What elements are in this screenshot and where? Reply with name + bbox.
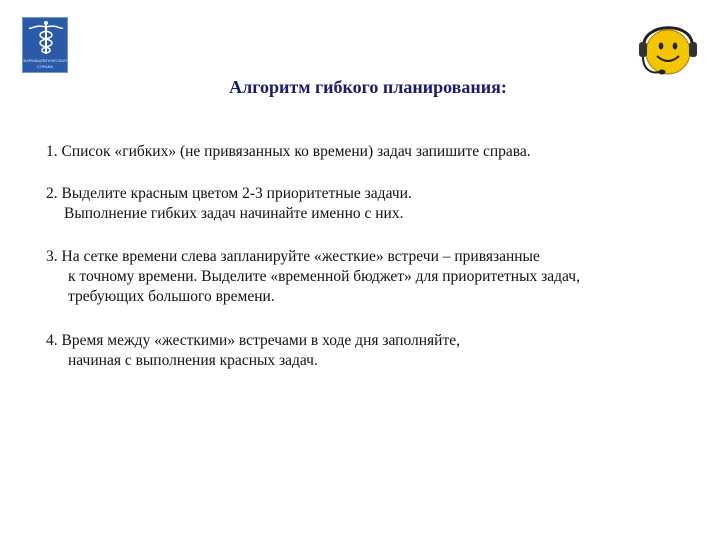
- pharmacy-logo: [22, 17, 68, 73]
- smiley-headset-icon: [630, 10, 706, 84]
- logo-text-line2: СПРАВА: [36, 64, 54, 69]
- step-1-line-1: 1. Список «гибких» (не привязанных ко времени) задач запишите справа.: [46, 143, 531, 160]
- step-4: [46, 331, 696, 371]
- caduceus-icon: [23, 18, 69, 58]
- step-3-line-1: 3. На сетке времени слева запланируйте «жесткие» встречи – привязанные: [46, 248, 540, 265]
- step-4-line-1: 4. Время между «жесткими» встречами в ходе дня заполняйте,: [46, 332, 460, 349]
- logo-text-line1: ФАРМАЦЕВТИЧЕСКАЯ: [23, 58, 67, 63]
- step-2-line-2: Выполнение гибких задач начинайте именно с них.: [64, 205, 404, 222]
- instructions: [46, 142, 696, 371]
- page-title: Алгоритм гибкого планирования:: [229, 77, 507, 97]
- step-2-line-1: 2. Выделите красным цветом 2-3 приоритетные задачи.: [46, 185, 412, 202]
- step-3: [46, 247, 696, 307]
- step-3-line-2: к точному времени. Выделите «временной бюджет» для приоритетных задач,: [68, 268, 580, 285]
- step-2: [46, 184, 696, 224]
- step-1: [46, 142, 696, 162]
- step-3-line-3: требующих большого времени.: [68, 288, 275, 305]
- step-4-line-2: начиная с выполнения красных задач.: [68, 352, 318, 369]
